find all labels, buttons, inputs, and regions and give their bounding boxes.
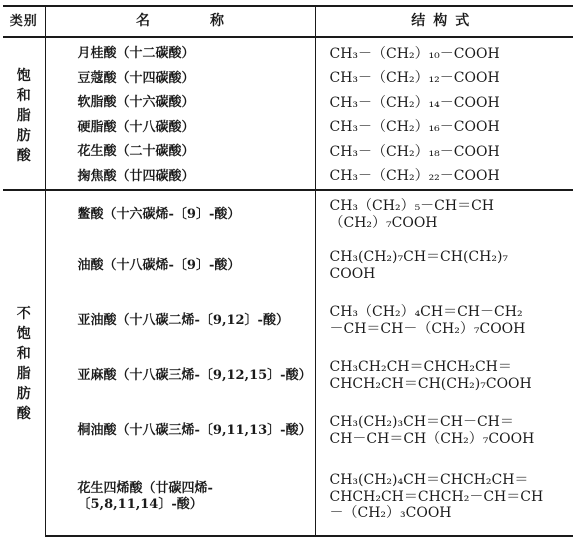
acid-name: 硬脂酸（十八碳酸） — [45, 116, 315, 141]
acid-name: 豆蔻酸（十四碳酸） — [45, 67, 315, 92]
structural-formula — [315, 238, 573, 293]
table-row — [3, 165, 573, 191]
acid-name: 桐油酸（十八碳三烯-〔9,11,13〕-酸） — [45, 403, 315, 459]
formula-line: CHCH₂CH＝CHCH₂－CH＝CH — [329, 488, 544, 505]
header-category: 类别 — [3, 6, 45, 37]
structural-formula: CH₃－（CH₂）₁₄－COOH — [329, 94, 500, 111]
category-char: 饱 — [16, 67, 31, 84]
category-char: 脂 — [16, 365, 31, 382]
category-saturated — [3, 37, 45, 190]
table-row — [3, 293, 573, 349]
structural-formula — [315, 190, 573, 238]
formula-line: CH－CH＝CH（CH₂）₇COOH — [329, 431, 535, 447]
formula-line: CH₃(CH₂)₃CH＝CH－CH＝ — [329, 414, 514, 431]
formula-line: －（CH₂）₃COOH — [329, 505, 452, 522]
structural-formula — [315, 403, 573, 459]
formula-line: CH₃CH₂CH＝CHCH₂CH＝ — [329, 359, 512, 376]
category-char: 不 — [16, 305, 31, 322]
category-char: 酸 — [16, 405, 31, 422]
acid-name: 亚麻酸（十八碳三烯-〔9,12,15〕-酸） — [45, 349, 315, 403]
formula-line: －CH＝CH－（CH₂）₇COOH — [329, 321, 526, 337]
category-char: 肪 — [16, 127, 31, 144]
acid-name: 月桂酸（十二碳酸） — [45, 37, 315, 67]
header-structure: 结构式 — [315, 6, 573, 37]
acid-name: 花生四烯酸（廿碳四烯-〔5,8,11,14〕-酸） — [45, 459, 315, 536]
table-row — [3, 91, 573, 116]
structural-formula: CH₃－（CH₂）₁₈－COOH — [329, 143, 500, 160]
category-char: 和 — [16, 87, 31, 104]
header-name — [45, 6, 315, 37]
category-char: 饱 — [16, 325, 31, 342]
table-row — [3, 459, 573, 536]
structural-formula — [315, 349, 573, 403]
header-row — [3, 6, 573, 37]
formula-line: COOH — [329, 265, 376, 282]
acid-name: 花生酸（二十碳酸） — [45, 140, 315, 165]
table-row — [3, 140, 573, 165]
table-row — [3, 190, 573, 238]
acid-name: 软脂酸（十六碳酸） — [45, 91, 315, 116]
formula-line: CH₃(CH₂)₄CH＝CHCH₂CH＝ — [329, 471, 529, 488]
structural-formula — [315, 293, 573, 349]
table-row — [3, 238, 573, 293]
table-row — [3, 37, 573, 67]
category-char: 肪 — [16, 385, 31, 402]
header-name-right: 称 — [210, 13, 224, 30]
table-row — [3, 67, 573, 92]
fatty-acid-table — [3, 5, 573, 537]
formula-line: CH₃(CH₂)₇CH＝CH(CH₂)₇ — [329, 248, 509, 265]
header-name-left: 名 — [136, 13, 150, 30]
structural-formula: CH₃－（CH₂）₁₀－COOH — [329, 45, 500, 62]
formula-line: CH₃（CH₂）₅－CH＝CH — [329, 197, 495, 214]
formula-line: CH₃（CH₂）₄CH＝CH－CH₂ — [329, 304, 523, 321]
structural-formula: CH₃－（CH₂）₂₂－COOH — [329, 168, 500, 185]
acid-name: 鳖酸（十六碳烯-〔9〕-酸） — [45, 190, 315, 238]
table-row — [3, 116, 573, 141]
table-header — [3, 6, 573, 37]
acid-name: 亚油酸（十八碳二烯-〔9,12〕-酸） — [45, 293, 315, 349]
acid-name: 掬焦酸（廿四碳酸） — [45, 165, 315, 191]
category-unsaturated — [3, 190, 45, 536]
structural-formula: CH₃－（CH₂）₁₂－COOH — [329, 70, 500, 87]
formula-line: （CH₂）₇COOH — [329, 214, 438, 231]
table-row — [3, 349, 573, 403]
table-row — [3, 403, 573, 459]
acid-name: 油酸（十八碳烯-〔9〕-酸） — [45, 238, 315, 293]
table-body — [3, 37, 573, 536]
category-char: 和 — [16, 345, 31, 362]
structural-formula — [315, 459, 573, 536]
category-char: 脂 — [16, 107, 31, 124]
structural-formula: CH₃－（CH₂）₁₆－COOH — [329, 119, 500, 136]
formula-line: CHCH₂CH＝CH(CH₂)₇COOH — [329, 376, 532, 392]
category-char: 酸 — [16, 147, 31, 164]
